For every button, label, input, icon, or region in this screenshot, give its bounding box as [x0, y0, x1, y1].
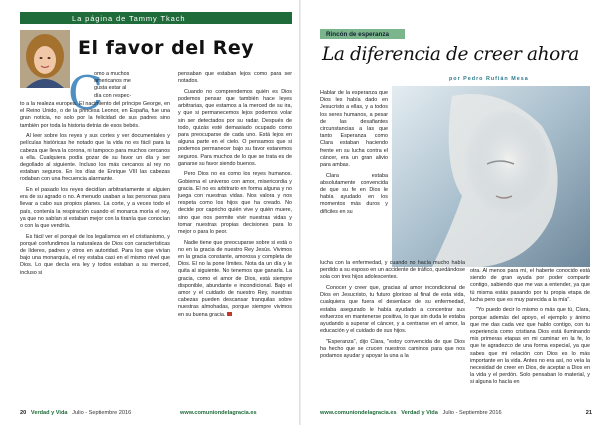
end-of-article-icon [227, 312, 232, 316]
intro-line: omo a muchos [94, 71, 130, 77]
page-gutter [299, 0, 301, 425]
paragraph: otra. Al menos para mí, el haberte conocido está siendo de gran ayuda por poder compartir contigo, sabiendo que me vas a entender, ya que tú misma estás pasando por tu propia etapa de lucha pero que es muy parecida a la mía". [470, 268, 590, 303]
paragraph: Es fácil ver el porqué de los legalismos en el cristianismo, y porqué confundimos la naturaleza de Dios con características de líderes, padres y otros en autoridad. Para los que vivían bajo una monarquía, el rey estaba casi en el mismo nivel que Dios. Lo que decía era ley y todos estaban a su merced, incluso si [20, 233, 170, 276]
right-column-1-continued [320, 260, 465, 405]
right-column-2 [470, 268, 590, 405]
author-photo [20, 30, 70, 88]
page-number: 21 [585, 410, 592, 416]
paragraph: pensaban que estaban lejos como para ser notados. [178, 71, 292, 85]
right-column-1 [320, 90, 388, 260]
magazine-name: Verdad y Vida [401, 410, 438, 416]
paragraph: Al leer sobre los reyes y sus cortes y ver documentales y películas históricas he notado que la vida no es fácil para la cabeza que lleva la corona, ni tampoco para muchos cercanos a ella. Cualquiera podía gozar de su favor un día y ser degollado al siguiente. Incluso los más cercanos al rey no estaban seguros. En los días de Enrique VIII las cabezas rodaban con una frecuencia alarmante. [20, 133, 170, 183]
paragraph: lucha con la enfermedad, y cuando no hacía mucho había perdido a su esposo en un accidente de tráfico, quedándose sola con tres hijos adolescentes. [320, 260, 465, 281]
left-column-1 [20, 101, 170, 401]
paragraph [178, 240, 292, 319]
section-tag: Rincón de esperanza [320, 29, 405, 39]
intro-lines [94, 71, 170, 101]
paragraph: Clara estaba absolutamente convencida de que su fe en Dios le había ayudado en los momentos más duros y difíciles en su [320, 172, 388, 215]
intro-line: gusta estar al [94, 85, 127, 92]
magazine-name: Verdad y Vida [30, 410, 68, 416]
paragraph: Conocer y creer que, gracias al amor incondicional de Dios en Jesucristo, tu futuro glorioso al final de esta vida, cualquiera que fuera el desenlace de su enfermedad, estaba asegurado le había ayudado a concentrar sus esfuerzos en mantenerse positiva, lo que sin duda le estaba ayudando a superar el cáncer, y a centrarse en el amor, la educación y el cuidado de sus hijos. [320, 285, 465, 335]
paragraph: "Yo puedo decir lo mismo o más que tú, Clara, porque además del apoyo, el ejemplo y ánimo que me das cada vez que hablo contigo, con tu experiencia como cristiana Dios está iluminando mis primeras etapas en mi caminar en la fe, lo que te agradezco de una forma especial, ya que sabes que mi relación con Dios es lo más importante en la vida. Antes no era así, no veía la necesidad de creer en Dios, de aceptar a Dios en la vida y el perdón. Solo pensaban lo material, y si alguna lo hacía en [470, 307, 590, 386]
left-footer [20, 410, 292, 416]
paragraph: to a la realeza europea. El nacimiento del príncipe George, en el Reino Unido, o de la princesa Leonor, en España, fue una gran noticia, no solo por la felicidad de sus padres sino también por toda la historia detrás de esos bebés. [20, 101, 170, 129]
paragraph: Cuando no comprendemos quién es Dios podemos pensar que también hace leyes arbitrarias, que estamos a la merced de su ira, y que si permanecemos lejos podemos volar sin ser detectados por su radar. Después de todo, quizás esté demasiado ocupado como para preocuparse de cada uno. Está lejos en alguna parte en el cielo. O pensamos que si podemos permanecer bajo su favor estaremos seguros. Para muchos de lo que se trata es de ganarse su favor siendo buenos. [178, 88, 292, 167]
paragraph: Hablar de la esperanza que Dios les había dado en Jesucristo a ellas, y a todos los seres humanos, a pesar de las desafiantes circunstancias a las que tanto Esperanza como Clara estaban haciendo frente en su lucha contra el cáncer, era un gran alivio para ambas. [320, 90, 388, 169]
article-title: El favor del Rey [78, 37, 255, 59]
issue-date: Julio - Septiembre 2016 [442, 410, 502, 416]
right-footer [320, 410, 592, 416]
paragraph: "Esperanza", dijo Clara, "estoy convencida de que Dios ha hecho que se crucen nuestros caminos para que nos podamos ayudar y apoyar la una a la [320, 338, 465, 360]
article-title: La diferencia de creer ahora [322, 44, 579, 65]
paragraph-text: Nadie tiene que preocuparse sobre si está o no en la gracia de nuestro Rey Jesús. Vivimos en la gracia constante, amorosa y completa de Dios. El no la pone límites. Nota da un día y le quita al siguiente. No tenemos que ganarla. La gracia, como el amor de Dios, está siempre disponible, abundante e incondicional. Bajo el amor y el cuidado de nuestro Rey, nuestras cabezas pueden descansar tranquilas sobre nuestras almohadas, porque siempre vivimos en su buena gracia. [178, 239, 292, 318]
intro-line: americanos me [94, 78, 131, 85]
drop-cap: C [68, 66, 104, 120]
left-column-2 [178, 71, 292, 401]
byline: por Pedro Rufián Mesa [449, 76, 529, 82]
issue-date: Julio - Septiembre 2016 [72, 410, 132, 416]
column-header-bar: La página de Tammy Tkach [20, 12, 292, 24]
website: www.comuniondelagracia.es [320, 410, 397, 416]
website: www.comuniondelagracia.es [180, 410, 257, 416]
paragraph: Pero Dios no es como los reyes humanos. Gobierna el universo con amor, misericordia y gracia. El no es arbitrario en forma alguna y no juega con nuestras vidas. Nos valora y nos respeta como los hijos que ha creado. No decide por capricho quién vive y quién muere, sino que nos permite vivir nuestras vidas y tomar nuestras propias decisiones para lo mejor o para lo peor. [178, 171, 292, 236]
intro-line: día con respec- [94, 92, 132, 99]
article-photo [392, 86, 590, 267]
paragraph: En el pasado los reyes decidían arbitrariamente si alguien era de su agrado o no. A menudo usaban a las personas para llevar a cabo sus propios planes. La corte, y a veces todo el país, contenía la respiración cuando el monarca moría el rey, ya que no sabían si estaban mejor con la tiranía que conocían o con la que vendría. [20, 187, 170, 230]
page-number: 20 [20, 410, 27, 416]
